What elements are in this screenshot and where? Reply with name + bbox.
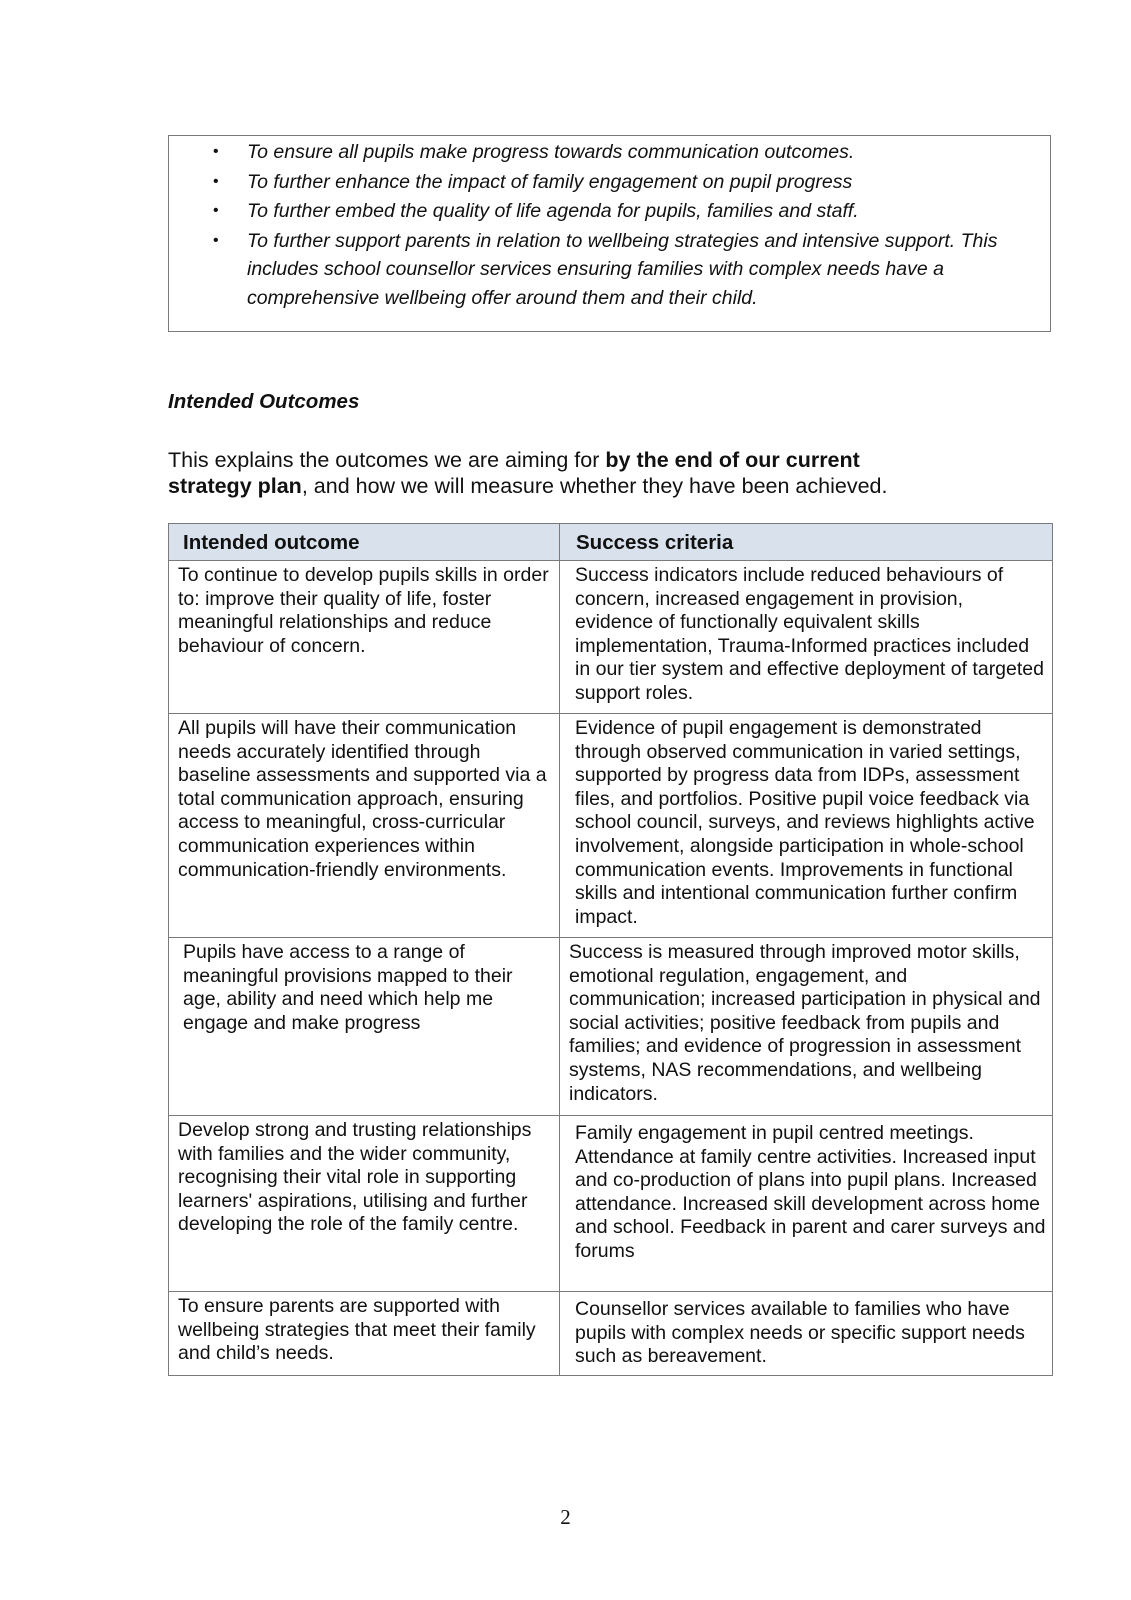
bullet-icon: • [213, 172, 219, 190]
table-row [169, 1116, 1053, 1292]
bullet-icon: • [213, 202, 219, 219]
bullet-icon: • [213, 143, 219, 160]
objective-text: To further embed the quality of life agenda for pupils, families and staff. [247, 200, 859, 222]
table-row [169, 938, 1053, 1116]
intro-bold-2: strategy plan [168, 474, 302, 498]
intro-bold-1: by the end of our current [605, 448, 860, 472]
section-heading: Intended Outcomes [168, 390, 360, 413]
criteria-cell: Success indicators include reduced behaviours of concern, increased engagement in provision, evidence of functionally equivalent skills implementation, Trauma-Informed practices included in our tier system and effective deployment of targeted support roles. [560, 561, 1053, 714]
bullet-icon: • [213, 231, 219, 249]
objective-item [169, 168, 1050, 197]
outcome-cell: All pupils will have their communication needs accurately identified through baseline assessments and supported via a total communication approach, ensuring access to meaningful, cross-curricular communication experiences within communication-friendly environments. [169, 714, 560, 938]
objective-text: To further enhance the impact of family engagement on pupil progress [247, 170, 853, 193]
outcome-cell: Pupils have access to a range of meaningful provisions mapped to their age, ability and need which help me engage and make progress [169, 938, 560, 1116]
table-row [169, 714, 1053, 938]
objective-text: To ensure all pupils make progress towards communication outcomes. [247, 141, 855, 163]
criteria-cell: Family engagement in pupil centred meetings. Attendance at family centre activities. Increased input and co-production of plans into pupil plans. Increased attendance. Increased skill development across home and school. Feedback in parent and carer surveys and forums [560, 1116, 1053, 1292]
criteria-cell: Success is measured through improved motor skills, emotional regulation, engagement, and communication; increased participation in physical and social activities; positive feedback from pupils and families; and evidence of progression in assessment systems, NAS recommendations, and wellbeing indicators. [560, 938, 1053, 1116]
objective-item [169, 197, 1050, 226]
intro-paragraph [168, 447, 1028, 499]
page-number: 2 [560, 1505, 571, 1529]
objectives-list [169, 138, 1050, 313]
objective-text: To further support parents in relation to wellbeing strategies and intensive support. This includes school counsellor services ensuring families with complex needs have a comprehensive wellbeing offer around them and their child. [247, 229, 998, 309]
objective-item [169, 138, 1050, 167]
outcome-cell: To ensure parents are supported with wellbeing strategies that meet their family and child’s needs. [169, 1292, 560, 1376]
table-header-row [169, 524, 1053, 561]
outcomes-table [168, 523, 1053, 1376]
criteria-cell: Counsellor services available to families who have pupils with complex needs or specific support needs such as bereavement. [560, 1292, 1053, 1376]
header-success-criteria: Success criteria [560, 524, 1053, 561]
outcome-cell: To continue to develop pupils skills in order to: improve their quality of life, foster meaningful relationships and reduce behaviour of concern. [169, 561, 560, 714]
header-intended-outcome: Intended outcome [169, 524, 560, 561]
criteria-cell: Evidence of pupil engagement is demonstrated through observed communication in varied settings, supported by progress data from IDPs, assessment files, and portfolios. Positive pupil voice feedback via school council, surveys, and reviews highlights active involvement, alongside participation in whole-school communication events. Improvements in functional skills and intentional communication further confirm impact. [560, 714, 1053, 938]
intro-suffix: , and how we will measure whether they have been achieved. [301, 474, 888, 498]
objective-item [169, 227, 1050, 313]
table-row [169, 561, 1053, 714]
objectives-box [168, 135, 1051, 332]
intro-prefix: This explains the outcomes we are aiming for [168, 448, 606, 472]
outcome-cell: Develop strong and trusting relationships with families and the wider community, recognising their vital role in supporting learners' aspirations, utilising and further developing the role of the family centre. [169, 1116, 560, 1292]
table-row [169, 1292, 1053, 1376]
